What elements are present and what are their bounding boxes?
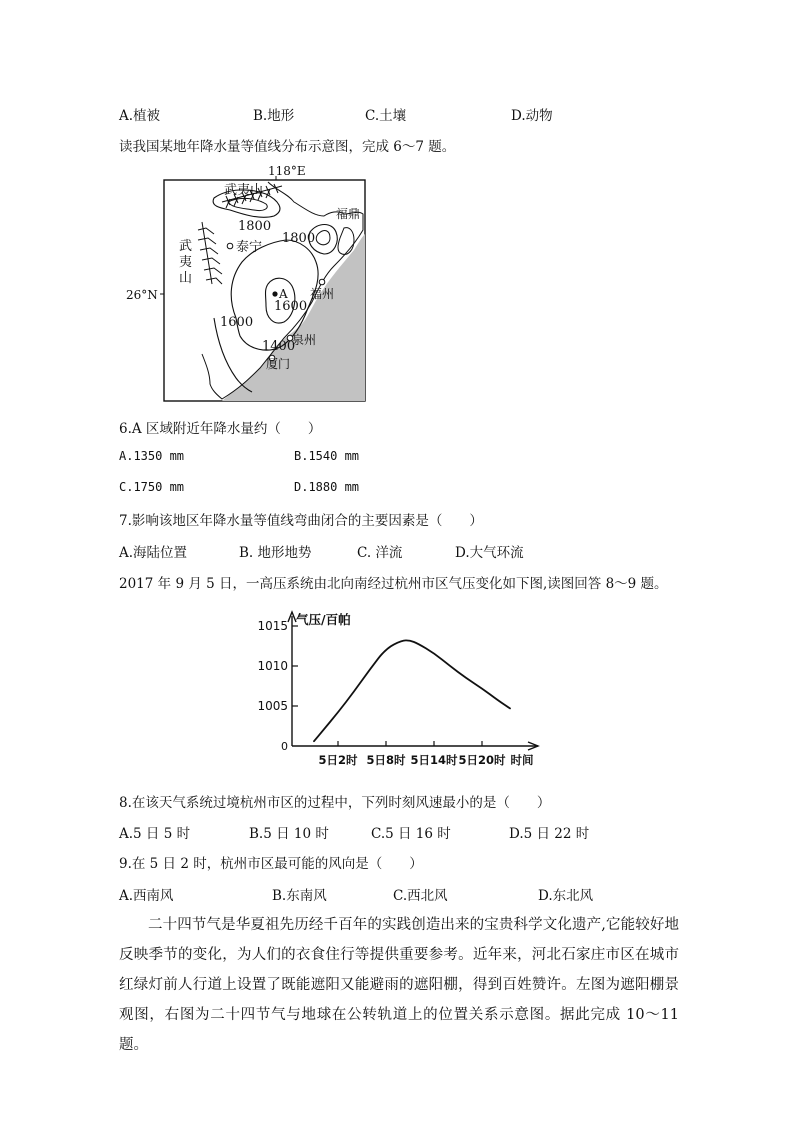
q9-stem: 9.在 5 日 2 时，杭州市区最可能的风向是（ ） — [119, 856, 423, 872]
q7-stem: 7.影响该地区年降水量等值线弯曲闭合的主要因素是（ ） — [119, 513, 483, 529]
fuzhou-marker — [319, 279, 325, 285]
q5-option-d: D.动物 — [511, 108, 553, 124]
passage-10-11: 二十四节气是华夏祖先历经千百年的实践创造出来的宝贵科学文化遗产,它能较好地反映季节的变化，为人们的衣食住行等提供重要参考。近年来，河北石家庄市区在城市红绿灯前人行道上设置了既能遮阳又能避雨的遮阳棚，得到百姓赞许。左图为遮阳棚景观图，右图为二十四节气与地球在公转轨道上的位置关系示意图。据此完成 10～11 题。 — [119, 917, 679, 1053]
xiamen-label: 厦门 — [266, 357, 291, 371]
q6-option-c: C.1750 mm — [119, 480, 185, 494]
q5-option-c: C.土壤 — [365, 108, 407, 124]
q8-option-a: A.5 日 5 时 — [119, 826, 191, 842]
q8-option-c: C.5 日 16 时 — [371, 826, 451, 842]
wuyi-west-label-2: 夷 — [179, 255, 193, 270]
pressure-series-line-0 — [314, 640, 510, 741]
point-a-marker — [272, 291, 277, 296]
latitude-label: 26°N — [126, 288, 158, 302]
q9-option-d: D.东北风 — [538, 888, 594, 904]
pressure-line-chart — [256, 604, 556, 774]
wuyi-north-label: 武夷山 — [224, 183, 264, 198]
q5-option-b: B.地形 — [253, 108, 295, 124]
x-tick-label: 5日8时 — [366, 753, 406, 767]
isoline-label-1400: 1400 — [262, 339, 296, 354]
y-zero-label: 0 — [281, 740, 288, 753]
point-a-label: A — [279, 287, 288, 301]
y-tick-label: 1015 — [257, 619, 288, 633]
wuyi-west-label-3: 山 — [179, 271, 193, 286]
q7-option-c: C. 洋流 — [357, 545, 403, 561]
q8-stem: 8.在该天气系统过境杭州市区的过程中，下列时刻风速最小的是（ ） — [119, 795, 551, 811]
q6-option-d: D.1880 mm — [294, 480, 360, 494]
q9-option-c: C.西北风 — [393, 888, 448, 904]
y-tick-label: 1005 — [257, 699, 288, 713]
q7-option-d: D.大气环流 — [455, 545, 524, 561]
q8-option-d: D.5 日 22 时 — [509, 826, 590, 842]
isoline-label-1800-east: 1800 — [282, 231, 316, 246]
taining-label: 泰宁 — [236, 240, 263, 255]
q9-option-b: B.东南风 — [272, 888, 327, 904]
q5-option-a: A.植被 — [119, 108, 161, 124]
q8-option-b: B.5 日 10 时 — [249, 826, 329, 842]
isoline-label-1600-inner: 1600 — [274, 299, 308, 314]
taining-marker — [227, 243, 233, 249]
x-tick-label: 5日20时 — [458, 753, 506, 767]
q6-option-a: A.1350 mm — [119, 449, 185, 463]
q7-option-a: A.海陆位置 — [119, 545, 188, 561]
y-axis-label: 气压/百帕 — [296, 612, 351, 627]
fuzhou-label: 福州 — [310, 287, 335, 301]
isoline-label-1800-north: 1800 — [238, 219, 272, 234]
wuyi-west-label-1: 武 — [179, 239, 193, 254]
q6-stem: 6.A 区域附近年降水量约（ ） — [119, 421, 322, 437]
x-tick-label: 5日2时 — [318, 753, 358, 767]
longitude-label: 118°E — [268, 164, 306, 178]
intro-6-7: 读我国某地年降水量等值线分布示意图，完成 6～7 题。 — [119, 139, 456, 155]
q6-option-b: B.1540 mm — [294, 449, 360, 463]
precipitation-isoline-map — [118, 158, 378, 406]
intro-8-9: 2017 年 9 月 5 日，一高压系统由北向南经过杭州市区气压变化如下图,读图回答 8～9 题。 — [119, 576, 668, 592]
isoline-label-1600-outer: 1600 — [220, 315, 254, 330]
x-tick-label: 5日14时 — [410, 753, 458, 767]
y-tick-label: 1010 — [257, 659, 288, 673]
x-axis-label: 时间 — [510, 753, 534, 767]
q7-option-b: B. 地形地势 — [239, 545, 312, 561]
q9-option-a: A.西南风 — [119, 888, 174, 904]
quanzhou-label: 泉州 — [292, 333, 317, 347]
fuding-label: 福鼎 — [336, 207, 361, 221]
